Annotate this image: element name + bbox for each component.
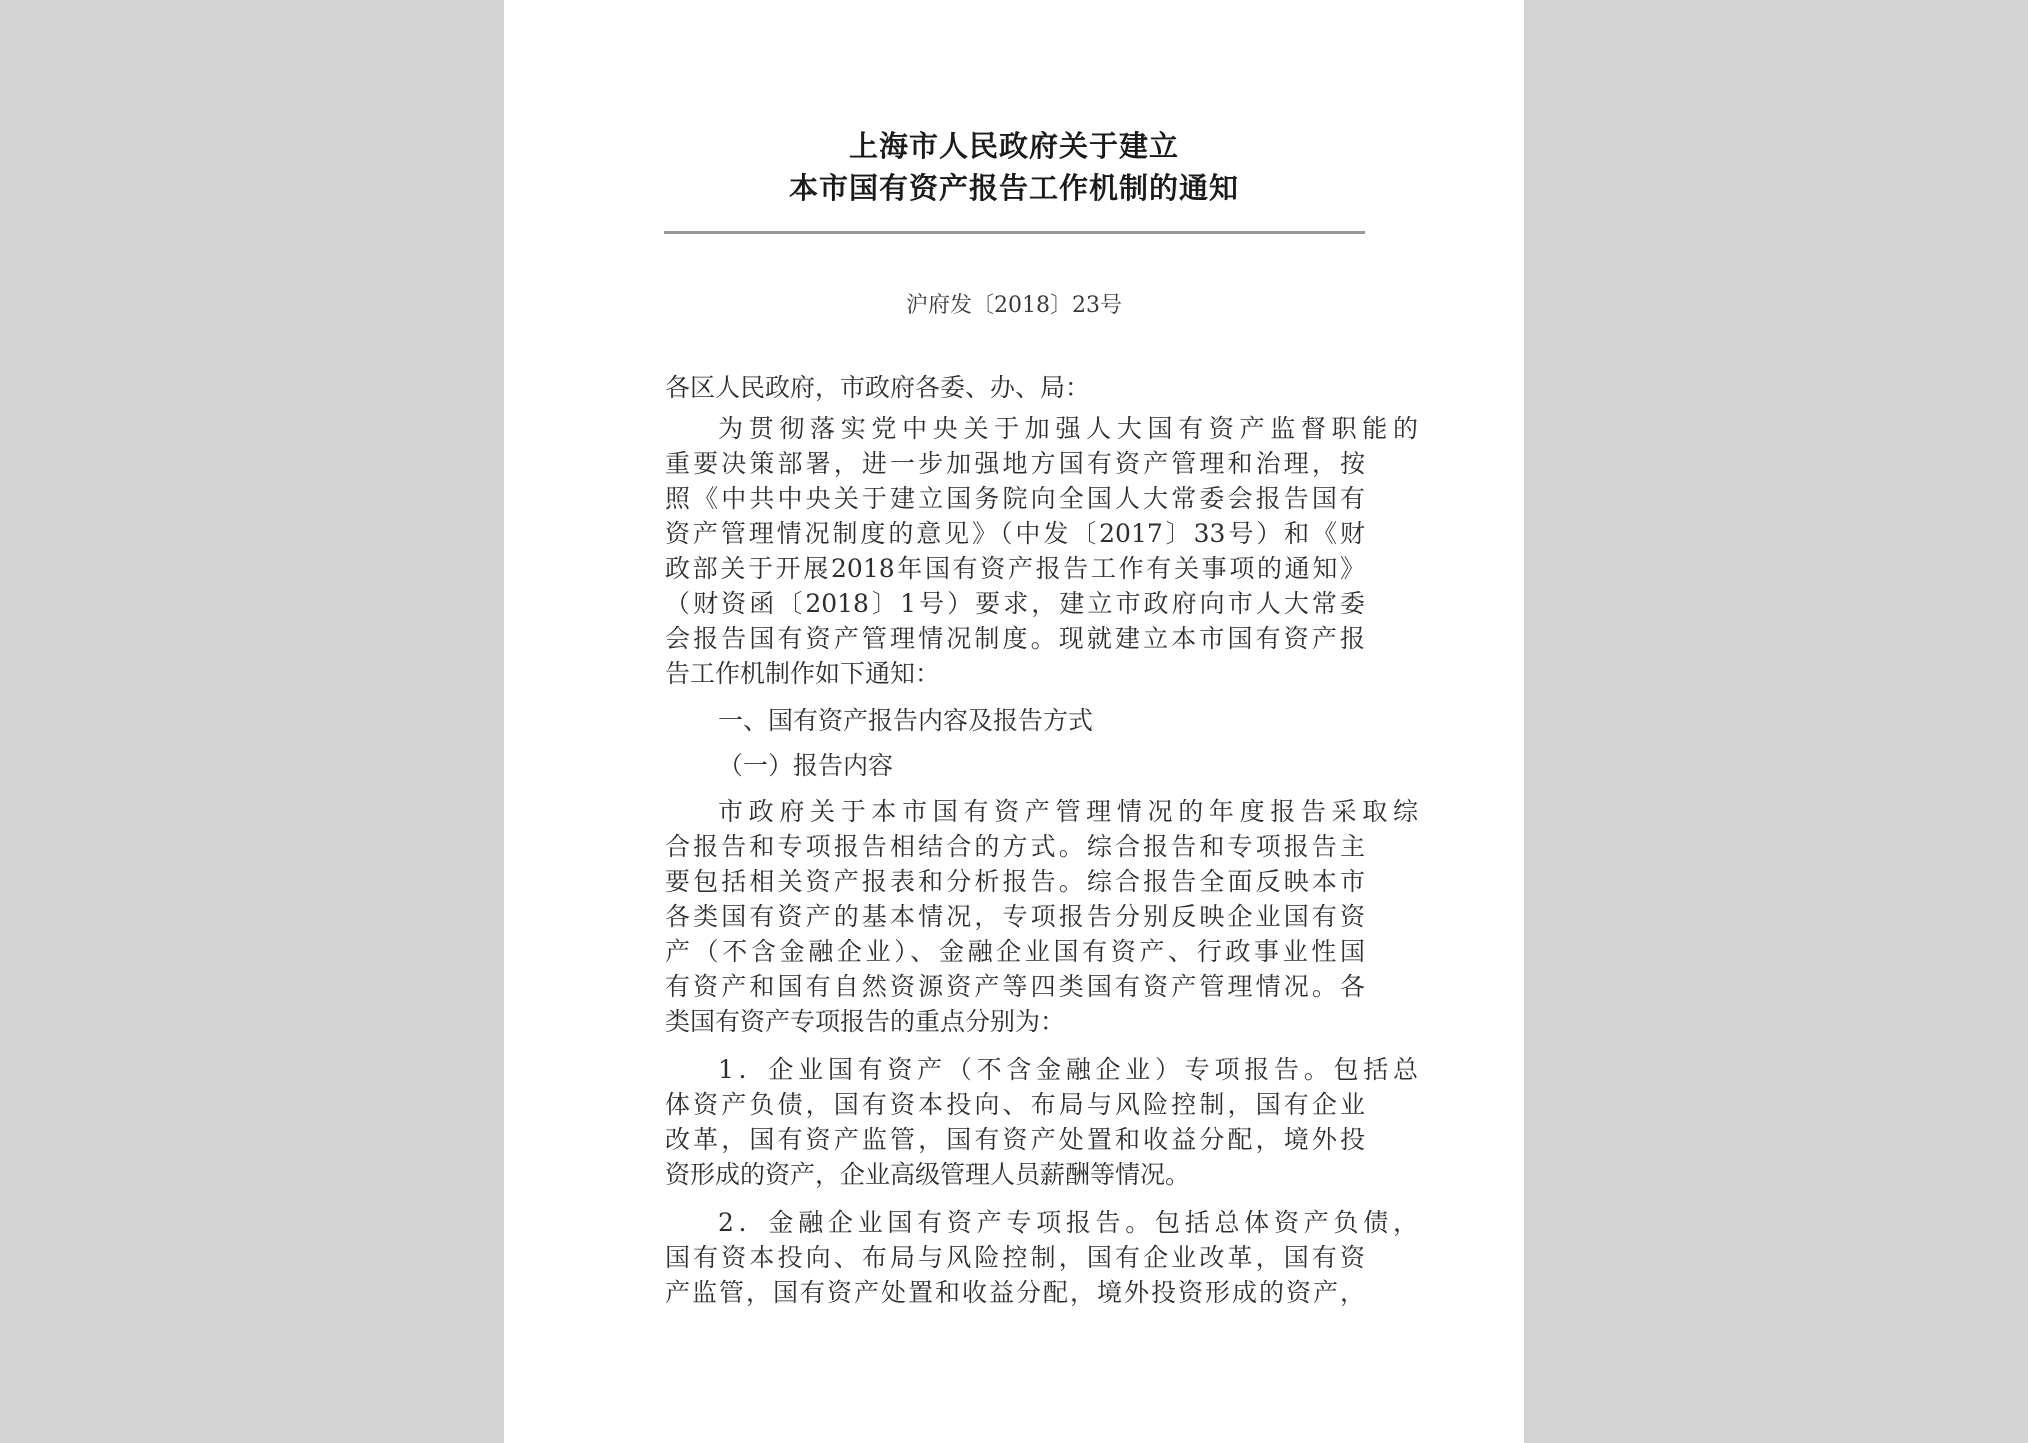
- list-item-line: 体资产负债，国有资本投向、布局与风险控制，国有企业: [665, 1090, 1365, 1119]
- document-page: [504, 0, 1524, 1443]
- document-number: 沪府发〔2018〕23号: [906, 293, 1122, 318]
- list-item-line: 1．企业国有资产（不含金融企业）专项报告。包括总: [718, 1055, 1418, 1084]
- body-line: 市政府关于本市国有资产管理情况的年度报告采取综: [718, 797, 1418, 826]
- body-line: 会报告国有资产管理情况制度。现就建立本市国有资产报: [665, 624, 1365, 653]
- body-line: 告工作机制作如下通知：: [665, 659, 941, 688]
- body-line: 产（不含金融企业）、金融企业国有资产、行政事业性国: [665, 937, 1365, 966]
- salutation: 各区人民政府，市政府各委、办、局：: [665, 373, 1091, 402]
- body-line: 类国有资产专项报告的重点分别为：: [665, 1007, 1066, 1036]
- body-line: 政部关于开展2018年国有资产报告工作有关事项的通知》: [665, 554, 1365, 583]
- body-line: 要包括相关资产报表和分析报告。综合报告全面反映本市: [665, 867, 1365, 896]
- title-divider: [664, 231, 1365, 234]
- document-title-line-1: 上海市人民政府关于建立: [848, 129, 1179, 163]
- body-line: （财资函〔2018〕1号）要求，建立市政府向市人大常委: [665, 589, 1365, 618]
- list-item-line: 2．金融企业国有资产专项报告。包括总体资产负债，: [718, 1208, 1418, 1237]
- list-item-line: 改革，国有资产监管，国有资产处置和收益分配，境外投: [665, 1125, 1365, 1154]
- document-title-line-2: 本市国有资产报告工作机制的通知: [788, 171, 1239, 205]
- body-line: 有资产和国有自然资源资产等四类国有资产管理情况。各: [665, 972, 1365, 1001]
- list-item-line: 资形成的资产，企业高级管理人员薪酬等情况。: [665, 1160, 1191, 1189]
- body-line: 资产管理情况制度的意见》（中发〔2017〕33号）和《财: [665, 519, 1365, 548]
- body-line: 合报告和专项报告相结合的方式。综合报告和专项报告主: [665, 832, 1365, 861]
- list-item-line: 国有资本投向、布局与风险控制，国有企业改革，国有资: [665, 1243, 1365, 1272]
- body-line: 为贯彻落实党中央关于加强人大国有资产监督职能的: [718, 414, 1418, 443]
- subsection-heading: （一）报告内容: [718, 751, 894, 780]
- body-line: 重要决策部署，进一步加强地方国有资产管理和治理，按: [665, 449, 1365, 478]
- body-line: 照《中共中央关于建立国务院向全国人大常委会报告国有: [665, 484, 1365, 513]
- body-line: 各类国有资产的基本情况，专项报告分别反映企业国有资: [665, 902, 1365, 931]
- section-heading: 一、国有资产报告内容及报告方式: [718, 706, 1094, 735]
- list-item-line: 产监管，国有资产处置和收益分配，境外投资形成的资产，: [665, 1278, 1365, 1307]
